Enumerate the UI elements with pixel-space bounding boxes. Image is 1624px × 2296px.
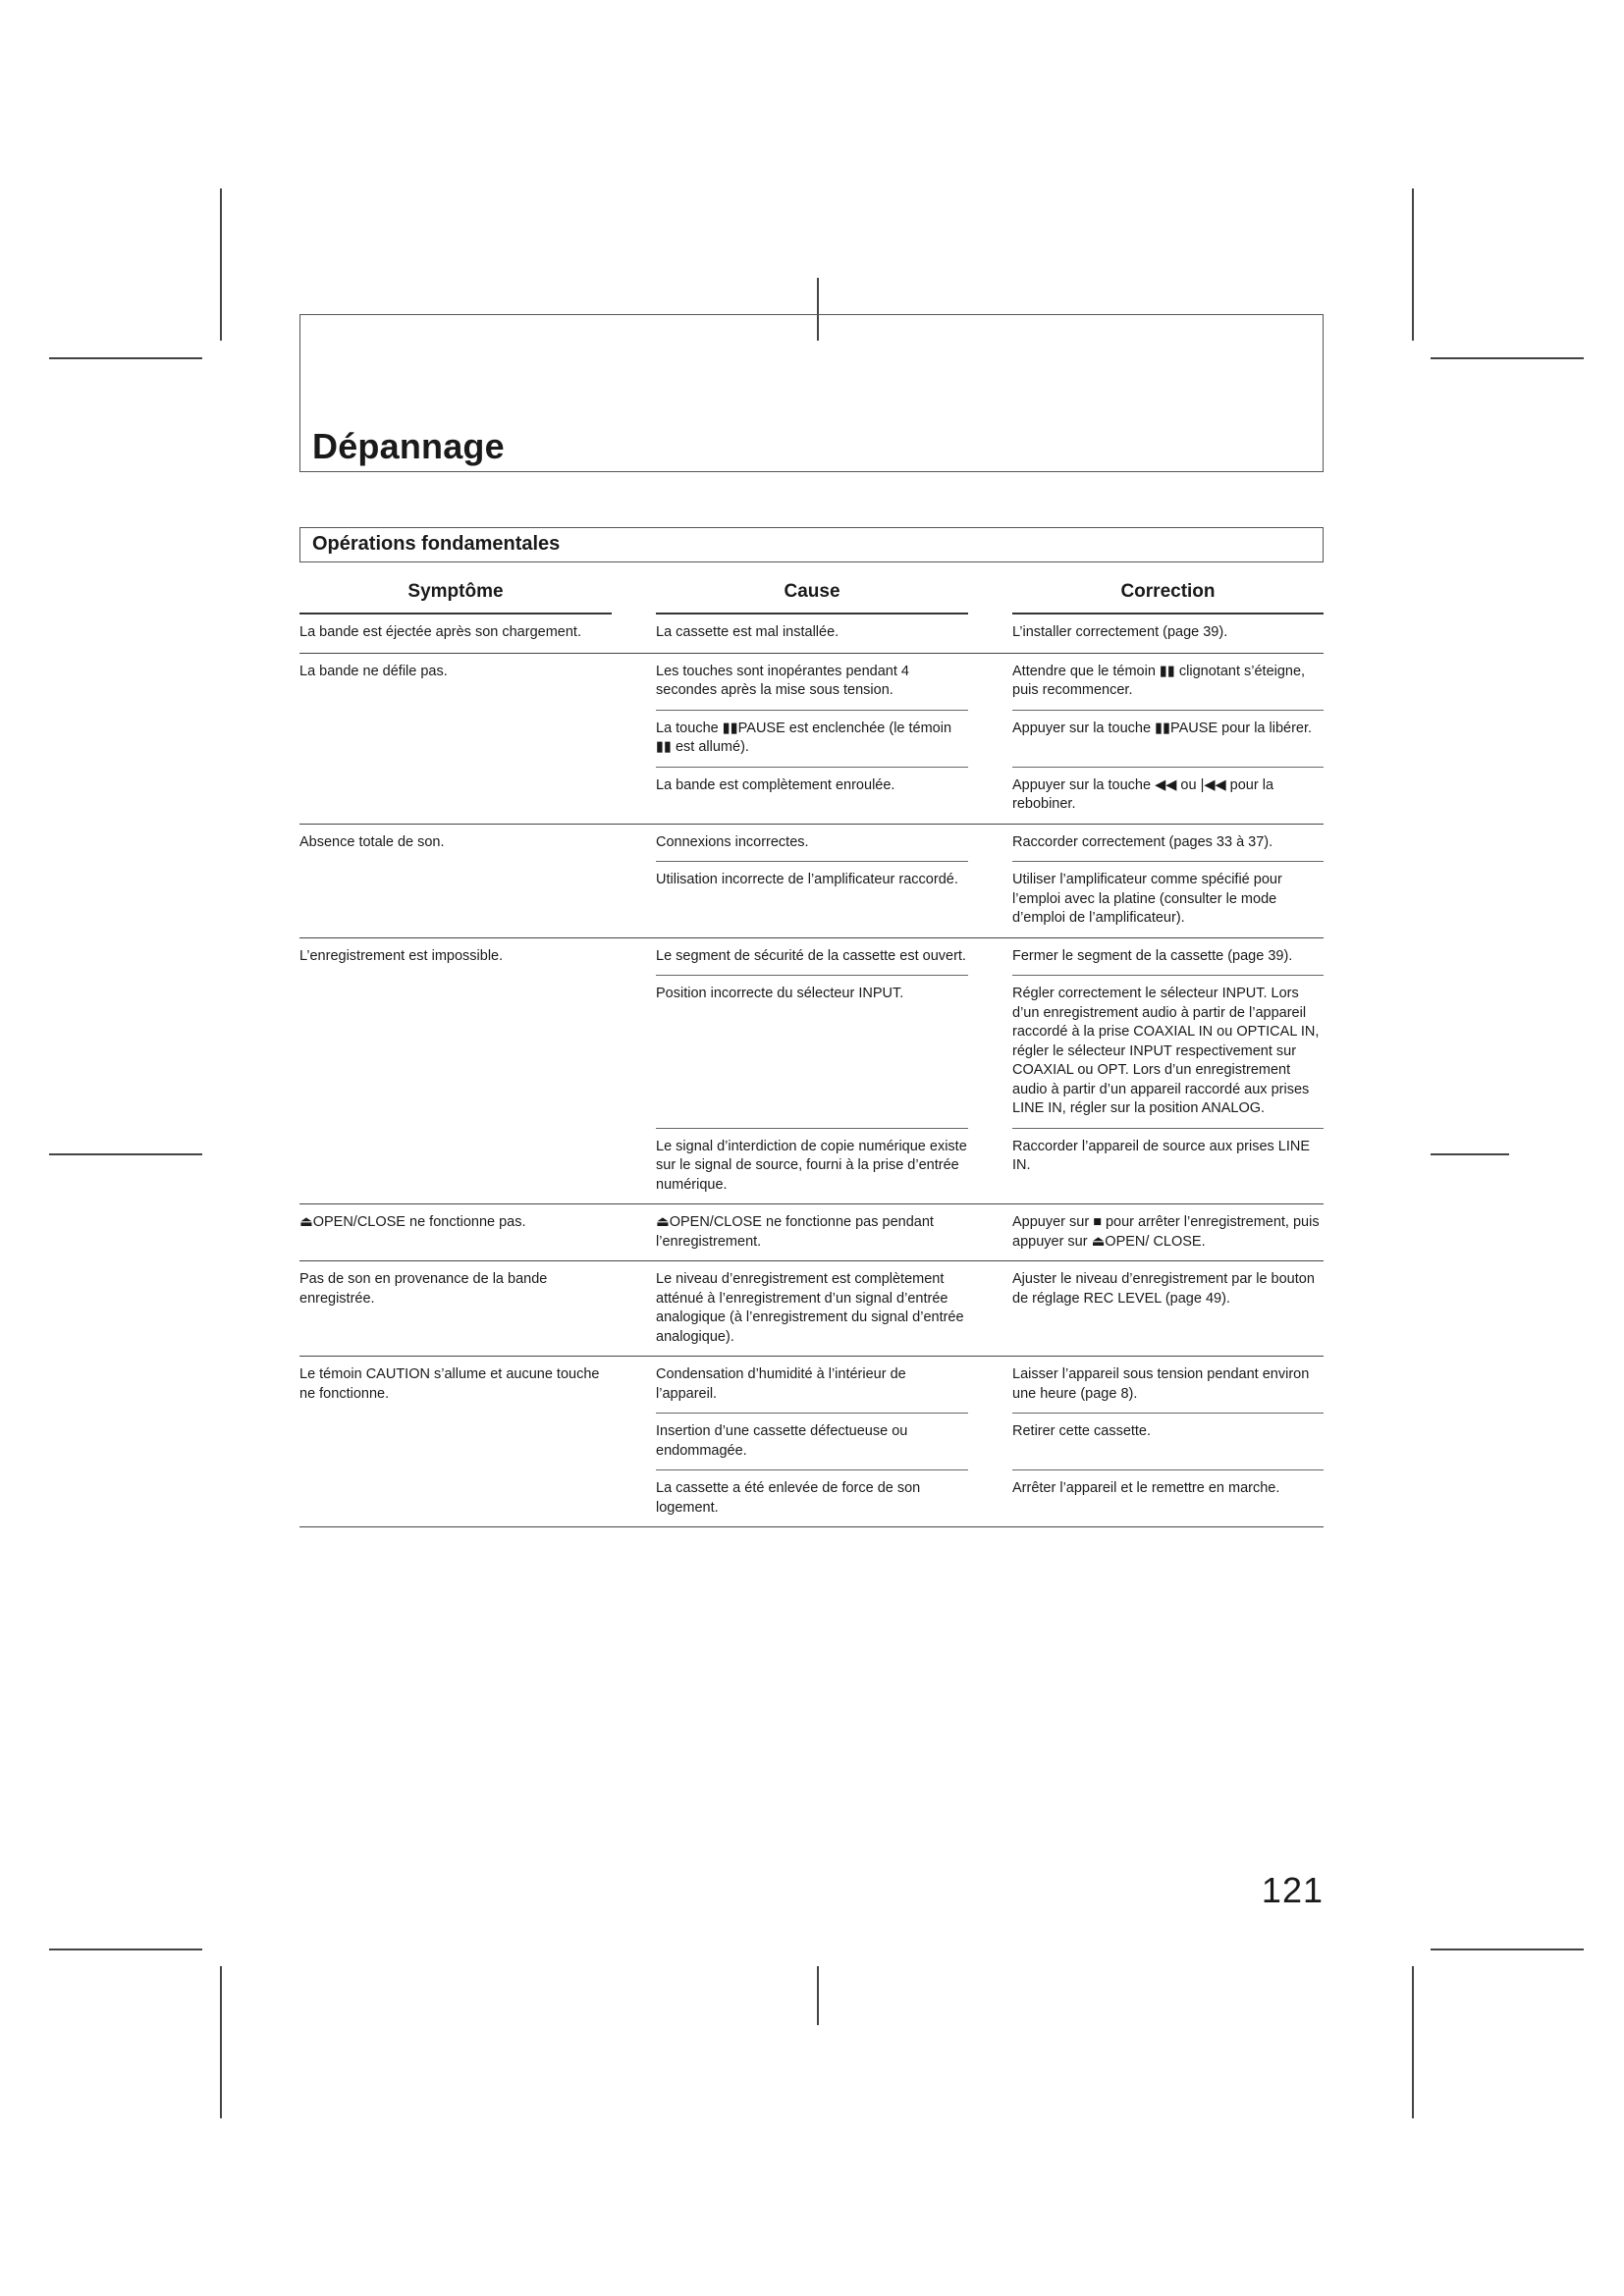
cause-cell: Utilisation incorrecte de l’amplificateur raccordé. xyxy=(656,861,968,937)
cause-cell: Le segment de sécurité de la cassette est ouvert. xyxy=(656,947,966,964)
column-header-correction: Correction xyxy=(1012,581,1324,614)
cause-correction-pair xyxy=(656,1261,1324,1356)
cause-correction-pair xyxy=(656,767,1324,824)
cause-correction-pair xyxy=(656,654,1324,710)
crop-mark xyxy=(1412,1966,1414,2118)
cause-cell: La touche ▮▮PAUSE est enclenchée (le témoin ▮▮ est allumé). xyxy=(656,710,968,767)
cause-cell: ⏏OPEN/CLOSE ne fonctionne pas pendant l’enregistrement. xyxy=(656,1214,934,1250)
cause-correction-list xyxy=(656,614,1324,653)
symptom-cell: La bande ne défile pas. xyxy=(299,663,448,679)
cause-cell: La bande est complètement enroulée. xyxy=(656,767,968,824)
table-row xyxy=(299,825,1324,938)
crop-mark xyxy=(1431,357,1584,359)
cause-cell: La cassette est mal installée. xyxy=(656,624,839,640)
cause-correction-pair xyxy=(656,1128,1324,1204)
table-row xyxy=(299,1261,1324,1357)
cause-correction-list xyxy=(656,1357,1324,1526)
table-row xyxy=(299,938,1324,1205)
symptom-cell: Le témoin CAUTION s’allume et aucune touche ne fonctionne. xyxy=(299,1366,600,1402)
crop-mark xyxy=(1412,188,1414,341)
correction-cell: Régler correctement le sélecteur INPUT. Lors d’un enregistrement audio à partir de l’appareil raccordé à la prise COAXIAL IN ou OPTICAL IN, régler le sélecteur INPUT respectivement sur COAXIAL ou OPT. Lors d’un enregistrement audio à partir d’un appareil raccordé aux prises LINE IN, régler sur la position ANALOG. xyxy=(1012,975,1324,1128)
cause-correction-pair xyxy=(656,1469,1324,1526)
cause-correction-list xyxy=(656,938,1324,1204)
correction-cell: Utiliser l’amplificateur comme spécifié pour l’emploi avec la platine (consulter le mode d’emploi de l’amplificateur). xyxy=(1012,861,1324,937)
correction-cell: Retirer cette cassette. xyxy=(1012,1413,1324,1469)
correction-cell: Ajuster le niveau d’enregistrement par le bouton de réglage REC LEVEL (page 49). xyxy=(1012,1271,1315,1307)
cause-cell: Insertion d’une cassette défectueuse ou endommagée. xyxy=(656,1413,968,1469)
cause-correction-pair xyxy=(656,938,1324,976)
symptom-cell: L’enregistrement est impossible. xyxy=(299,947,504,964)
correction-cell: Arrêter l’appareil et le remettre en marche. xyxy=(1012,1469,1324,1526)
table-row xyxy=(299,1204,1324,1261)
cause-correction-pair xyxy=(656,825,1324,862)
cause-correction-pair xyxy=(656,1204,1324,1260)
table-row xyxy=(299,614,1324,654)
correction-cell: Appuyer sur la touche ▮▮PAUSE pour la libérer. xyxy=(1012,710,1324,767)
correction-cell: Raccorder correctement (pages 33 à 37). xyxy=(1012,833,1273,850)
column-header-cause: Cause xyxy=(656,581,968,614)
cause-correction-pair xyxy=(656,614,1324,652)
page-number: 121 xyxy=(1261,1870,1324,1910)
correction-cell: Laisser l’appareil sous tension pendant environ une heure (page 8). xyxy=(1012,1366,1310,1402)
crop-mark xyxy=(817,1966,819,2025)
cause-correction-pair xyxy=(656,1413,1324,1469)
symptom-cell: Pas de son en provenance de la bande enregistrée. xyxy=(299,1271,548,1307)
correction-cell: Attendre que le témoin ▮▮ clignotant s’éteigne, puis recommencer. xyxy=(1012,663,1306,698)
cause-cell: Le niveau d’enregistrement est complètement atténué à l’enregistrement d’un signal d’entrée analogique (à l’enregistrement du signal d’entrée analogique). xyxy=(656,1271,964,1345)
table-row xyxy=(299,654,1324,825)
table-row xyxy=(299,1357,1324,1527)
section-title: Opérations fondamentales xyxy=(312,533,561,555)
crop-mark xyxy=(1431,1949,1584,1950)
column-header-symptom: Symptôme xyxy=(299,581,612,614)
correction-cell: Appuyer sur ■ pour arrêter l’enregistrement, puis appuyer sur ⏏OPEN/ CLOSE. xyxy=(1012,1214,1320,1250)
symptom-cell: Absence totale de son. xyxy=(299,833,445,850)
cause-cell: Le signal d’interdiction de copie numérique existe sur le signal de source, fourni à la prise d’entrée numérique. xyxy=(656,1128,968,1204)
cause-correction-pair xyxy=(656,975,1324,1128)
crop-mark xyxy=(1431,1153,1509,1155)
cause-cell: Connexions incorrectes. xyxy=(656,833,809,850)
correction-cell: Raccorder l’appareil de source aux prises LINE IN. xyxy=(1012,1128,1324,1204)
crop-mark xyxy=(220,188,222,341)
cause-correction-pair xyxy=(656,710,1324,767)
symptom-cell: La bande est éjectée après son chargement. xyxy=(299,624,581,640)
cause-cell: Position incorrecte du sélecteur INPUT. xyxy=(656,975,968,1128)
cause-correction-list xyxy=(656,654,1324,824)
cause-cell: La cassette a été enlevée de force de son logement. xyxy=(656,1469,968,1526)
cause-correction-pair xyxy=(656,861,1324,937)
section-header xyxy=(299,527,1324,562)
crop-mark xyxy=(220,1966,222,2118)
crop-mark xyxy=(49,1153,202,1155)
cause-correction-list xyxy=(656,1204,1324,1260)
title-box xyxy=(299,314,1324,472)
crop-mark xyxy=(49,1949,202,1950)
crop-mark xyxy=(49,357,202,359)
cause-cell: Les touches sont inopérantes pendant 4 secondes après la mise sous tension. xyxy=(656,663,909,698)
cause-correction-list xyxy=(656,1261,1324,1356)
cause-correction-list xyxy=(656,825,1324,937)
page-title: Dépannage xyxy=(312,426,505,466)
cause-cell: Condensation d’humidité à l’intérieur de l’appareil. xyxy=(656,1366,906,1402)
symptom-cell: ⏏OPEN/CLOSE ne fonctionne pas. xyxy=(299,1214,526,1230)
correction-cell: L’installer correctement (page 39). xyxy=(1012,624,1228,640)
correction-cell: Fermer le segment de la cassette (page 39). xyxy=(1012,947,1293,964)
cause-correction-pair xyxy=(656,1357,1324,1413)
troubleshooting-table xyxy=(299,614,1324,1527)
correction-cell: Appuyer sur la touche ◀◀ ou |◀◀ pour la rebobiner. xyxy=(1012,767,1324,824)
